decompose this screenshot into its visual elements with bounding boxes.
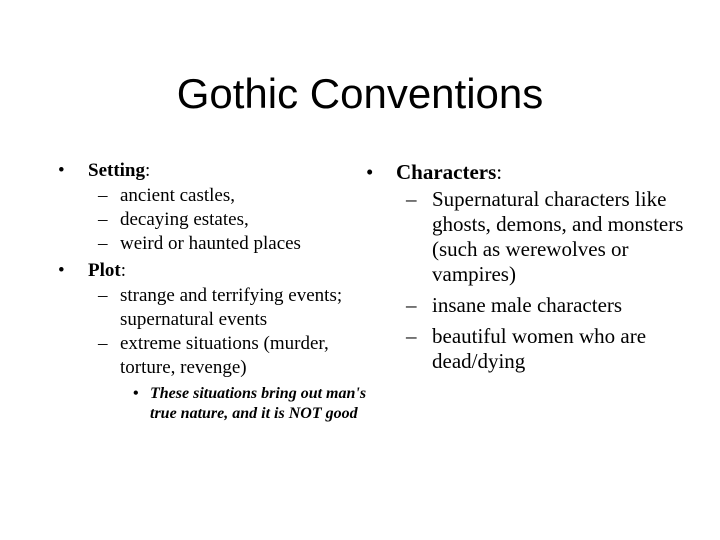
characters-item-text: insane male characters	[432, 293, 623, 317]
plot-subitem	[58, 384, 378, 424]
left-column	[58, 158, 378, 424]
bullet-icon: •	[58, 260, 65, 281]
plot-item	[58, 332, 378, 380]
setting-item	[58, 232, 378, 256]
dash-icon: –	[98, 333, 108, 354]
setting-item	[58, 184, 378, 208]
right-column	[366, 158, 696, 374]
setting-item-text: ancient castles,	[120, 185, 236, 206]
setting-item-text: decaying estates,	[120, 209, 249, 230]
plot-item-text: extreme situations (murder, torture, revenge)	[120, 333, 329, 378]
bullet-characters	[366, 158, 696, 187]
dash-icon: –	[98, 233, 108, 254]
bullet-setting	[58, 158, 378, 184]
plot-label: Plot	[88, 260, 121, 281]
plot-item-text: strange and terrifying events; supernatural events	[120, 285, 343, 330]
characters-item	[366, 293, 696, 318]
dash-icon: –	[98, 209, 108, 230]
setting-label: Setting	[88, 160, 145, 181]
setting-item-text: weird or haunted places	[120, 233, 301, 254]
bullet-icon: •	[133, 385, 139, 402]
dash-icon: –	[406, 293, 417, 317]
bullet-plot	[58, 258, 378, 284]
setting-item	[58, 208, 378, 232]
characters-label: Characters	[396, 160, 497, 184]
characters-item-text: beautiful women who are dead/dying	[432, 324, 647, 373]
dash-icon: –	[406, 187, 417, 211]
setting-colon: :	[145, 160, 151, 181]
bullet-icon: •	[58, 160, 65, 181]
slide-title: Gothic Conventions	[176, 70, 544, 117]
plot-item	[58, 284, 378, 332]
characters-colon: :	[496, 160, 503, 184]
characters-item	[366, 187, 696, 287]
characters-item-text: Supernatural characters like ghosts, demons, and monsters (such as werewolves or vampires)	[432, 187, 684, 286]
characters-item	[366, 324, 696, 374]
plot-colon: :	[120, 260, 126, 281]
plot-subitem-text: These situations bring out man's true nature, and it is NOT good	[150, 385, 367, 422]
bullet-icon: •	[366, 160, 374, 184]
dash-icon: –	[98, 285, 108, 306]
dash-icon: –	[98, 185, 108, 206]
dash-icon: –	[406, 324, 417, 348]
